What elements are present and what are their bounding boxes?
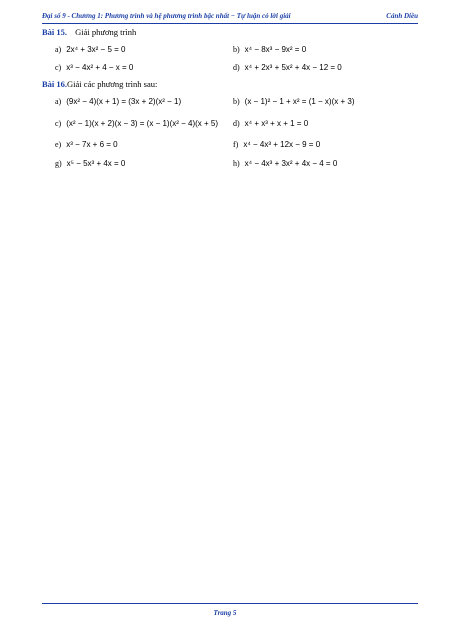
problem-label: e) [55, 140, 62, 149]
problem-16b [233, 97, 354, 106]
problem-label: c) [55, 63, 62, 72]
problem-16g [55, 159, 125, 168]
equation: (x² − 1)(x + 2)(x − 3) = (x − 1)(x² − 4)(x + 5) [66, 119, 219, 128]
problem-16c [55, 119, 218, 128]
equation: 2x⁴ + 3x² − 5 = 0 [66, 45, 126, 54]
exercise-16-row-3 [55, 140, 425, 152]
header-book: Cánh Diều [386, 12, 418, 20]
exercise-16-row-4 [55, 159, 425, 171]
header-title: Đại số 9 - Chương 1: Phương trình và hệ phương trình bậc nhất − Tự luận có lời giải [42, 12, 291, 20]
equation: x⁴ − 4x³ + 3x² + 4x − 4 = 0 [244, 159, 338, 168]
page-header [42, 12, 418, 20]
problem-label: d) [233, 119, 240, 128]
problem-15d [233, 63, 342, 72]
exercise-16-number: Bài 16. [42, 79, 68, 89]
problem-16f [233, 140, 320, 149]
exercise-16-row-2 [55, 119, 425, 131]
page-number: Trang 5 [213, 609, 237, 617]
footer-divider [42, 603, 418, 604]
exercise-15-title: Giải phương trình [75, 27, 137, 37]
problem-label: a) [55, 45, 62, 54]
exercise-15-row-2 [55, 63, 425, 75]
header-divider [42, 23, 418, 24]
problem-15b [233, 45, 306, 54]
exercise-15-heading [42, 27, 136, 37]
exercise-16-heading [42, 79, 157, 89]
exercise-15-row-1 [55, 45, 425, 57]
exercise-15-number: Bài 15. [42, 27, 68, 37]
equation: x⁴ − 4x³ + 12x − 9 = 0 [243, 140, 321, 149]
problem-16a [55, 97, 181, 106]
problem-15c [55, 63, 133, 72]
problem-label: a) [55, 97, 62, 106]
problem-16d [233, 119, 308, 128]
equation: x⁴ + 2x³ + 5x² + 4x − 12 = 0 [244, 63, 342, 72]
equation: (9x² − 4)(x + 1) = (3x + 2)(x² − 1) [66, 97, 182, 106]
problem-16e [55, 140, 118, 149]
problem-15a [55, 45, 125, 54]
equation: x⁵ − 5x³ + 4x = 0 [66, 159, 126, 168]
problem-label: c) [55, 119, 62, 128]
problem-label: g) [55, 159, 62, 168]
problem-label: b) [233, 45, 240, 54]
exercise-16-row-1 [55, 97, 425, 109]
equation: x⁴ − 8x³ − 9x² = 0 [244, 45, 307, 54]
equation: x³ − 4x² + 4 − x = 0 [66, 63, 134, 72]
problem-label: d) [233, 63, 240, 72]
problem-16h [233, 159, 337, 168]
problem-label: b) [233, 97, 240, 106]
equation: (x − 1)² − 1 + x² = (1 − x)(x + 3) [244, 97, 355, 106]
equation: x⁴ + x³ + x + 1 = 0 [244, 119, 309, 128]
problem-label: h) [233, 159, 240, 168]
equation: x³ − 7x + 6 = 0 [66, 140, 118, 149]
exercise-16-title: Giải các phương trình sau: [67, 79, 158, 89]
problem-label: f) [233, 140, 239, 149]
